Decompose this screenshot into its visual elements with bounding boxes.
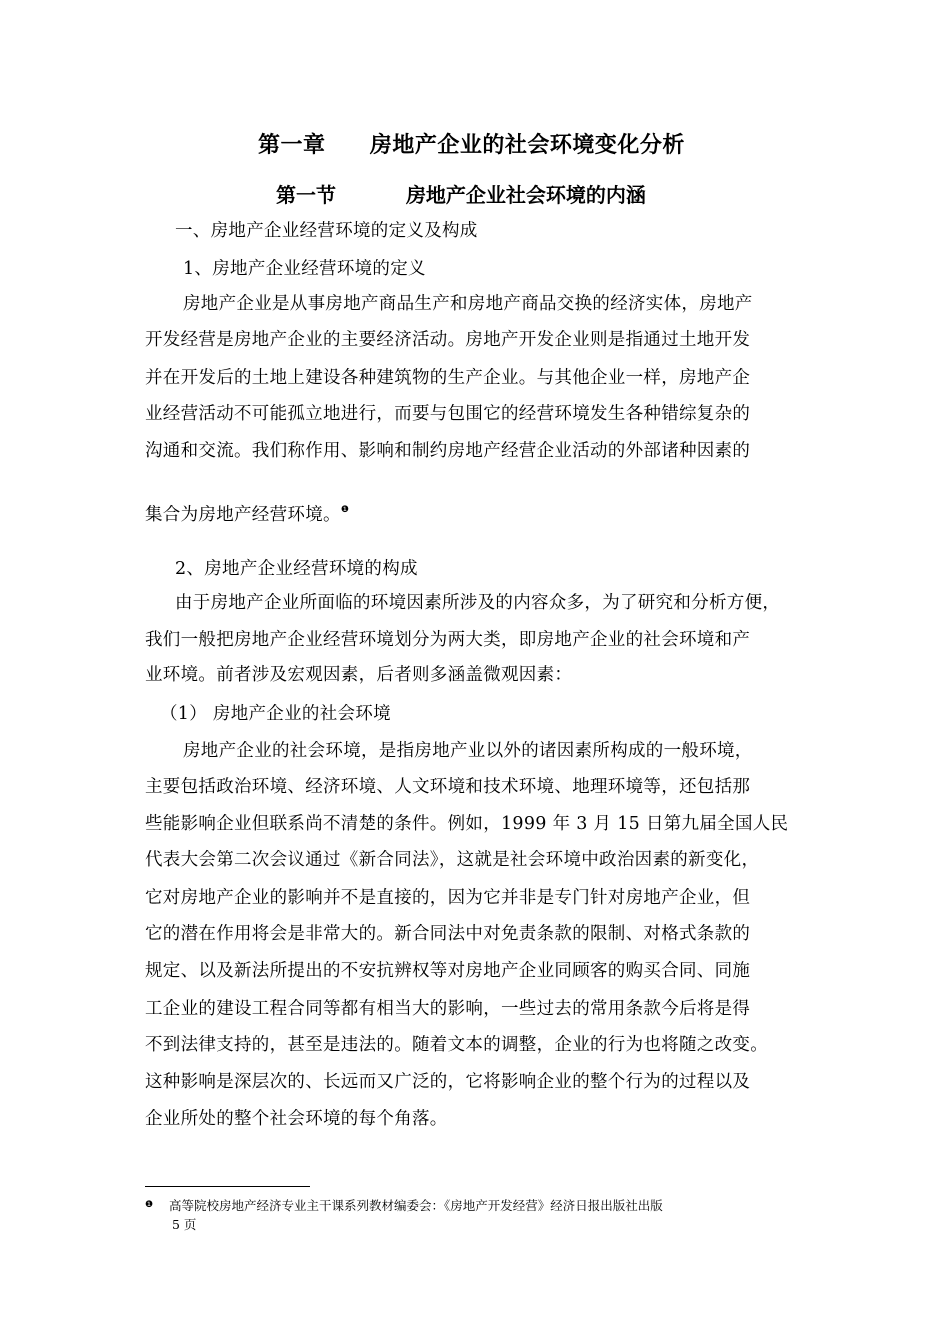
paragraph-line: 工企业的建设工程合同等都有相当大的影响，一些过去的常用条款今后将是得 (145, 999, 751, 1019)
chapter-title (258, 128, 685, 159)
paragraph-line: 业经营活动不可能孤立地进行，而要与包围它的经营环境发生各种错综复杂的 (145, 404, 751, 424)
section-number: 第一节 (276, 183, 336, 207)
chapter-number: 第一章 (258, 133, 326, 158)
paragraph-line: 开发经营是房地产企业的主要经济活动。房地产开发企业则是指通过土地开发 (145, 330, 751, 350)
paragraph-line: 房地产企业的社会环境，是指房地产业以外的诸因素所构成的一般环境， (183, 741, 753, 761)
footnote-separator (145, 1186, 310, 1187)
paragraph-line: 它对房地产企业的影响并不是直接的，因为它并非是专门针对房地产企业，但 (145, 888, 751, 908)
paragraph-line: 集合为房地产经营环境。 (145, 505, 341, 525)
paragraph-line: 规定、以及新法所提出的不安抗辨权等对房地产企业同顾客的购买合同、同施 (145, 961, 751, 981)
heading-definition-composition: 一、房地产企业经营环境的定义及构成 (175, 221, 478, 241)
paragraph-line: 沟通和交流。我们称作用、影响和制约房地产经营企业活动的外部诸种因素的 (145, 441, 751, 461)
paragraph-line: 房地产企业是从事房地产商品生产和房地产商品交换的经济实体，房地产 (183, 294, 753, 314)
paragraph-line: 这种影响是深层次的、长远而又广泛的，它将影响企业的整个行为的过程以及 (145, 1072, 751, 1092)
footnote-text: 高等院校房地产经济专业主干课系列教材编委会：《房地产开发经营》经济日报出版社出版 (169, 1198, 663, 1213)
paragraph-line: 它的潜在作用将会是非常大的。新合同法中对免责条款的限制、对格式条款的 (145, 924, 751, 944)
footnote-reference[interactable]: ❶ (340, 505, 350, 515)
subheading-social-environment: （1） 房地产企业的社会环境 (160, 704, 391, 724)
paragraph-line: 些能影响企业但联系尚不清楚的条件。例如，1999 年 3 月 15 日第九届全国人民 (145, 814, 789, 834)
footnote (145, 1196, 663, 1214)
section-title (276, 179, 646, 208)
paragraph-line: 并在开发后的土地上建设各种建筑物的生产企业。与其他企业一样，房地产企 (145, 368, 751, 388)
paragraph-line: 我们一般把房地产企业经营环境划分为两大类，即房地产企业的社会环境和产 (145, 630, 751, 650)
chapter-name: 房地产企业的社会环境变化分析 (369, 133, 685, 158)
paragraph-line: 不到法律支持的，甚至是违法的。随着文本的调整，企业的行为也将随之改变。 (145, 1035, 768, 1055)
paragraph-line: 由于房地产企业所面临的环境因素所涉及的内容众多，为了研究和分析方便， (175, 593, 781, 613)
subheading-composition: 2、房地产企业经营环境的构成 (175, 559, 418, 579)
paragraph-line-with-note (145, 501, 349, 526)
paragraph-line: 代表大会第二次会议通过《新合同法》，这就是社会环境中政治因素的新变化， (145, 850, 760, 870)
paragraph-line: 企业所处的整个社会环境的每个角落。 (145, 1109, 448, 1129)
subheading-definition: 1、房地产企业经营环境的定义 (183, 259, 426, 279)
paragraph-line: 主要包括政治环境、经济环境、人文环境和技术环境、地理环境等，还包括那 (145, 777, 751, 797)
paragraph-line: 业环境。前者涉及宏观因素，后者则多涵盖微观因素： (145, 665, 573, 685)
section-name: 房地产企业社会环境的内涵 (405, 183, 646, 207)
footnote-page: 5 页 (172, 1217, 197, 1232)
footnote-mark: ❶ (145, 1200, 154, 1210)
